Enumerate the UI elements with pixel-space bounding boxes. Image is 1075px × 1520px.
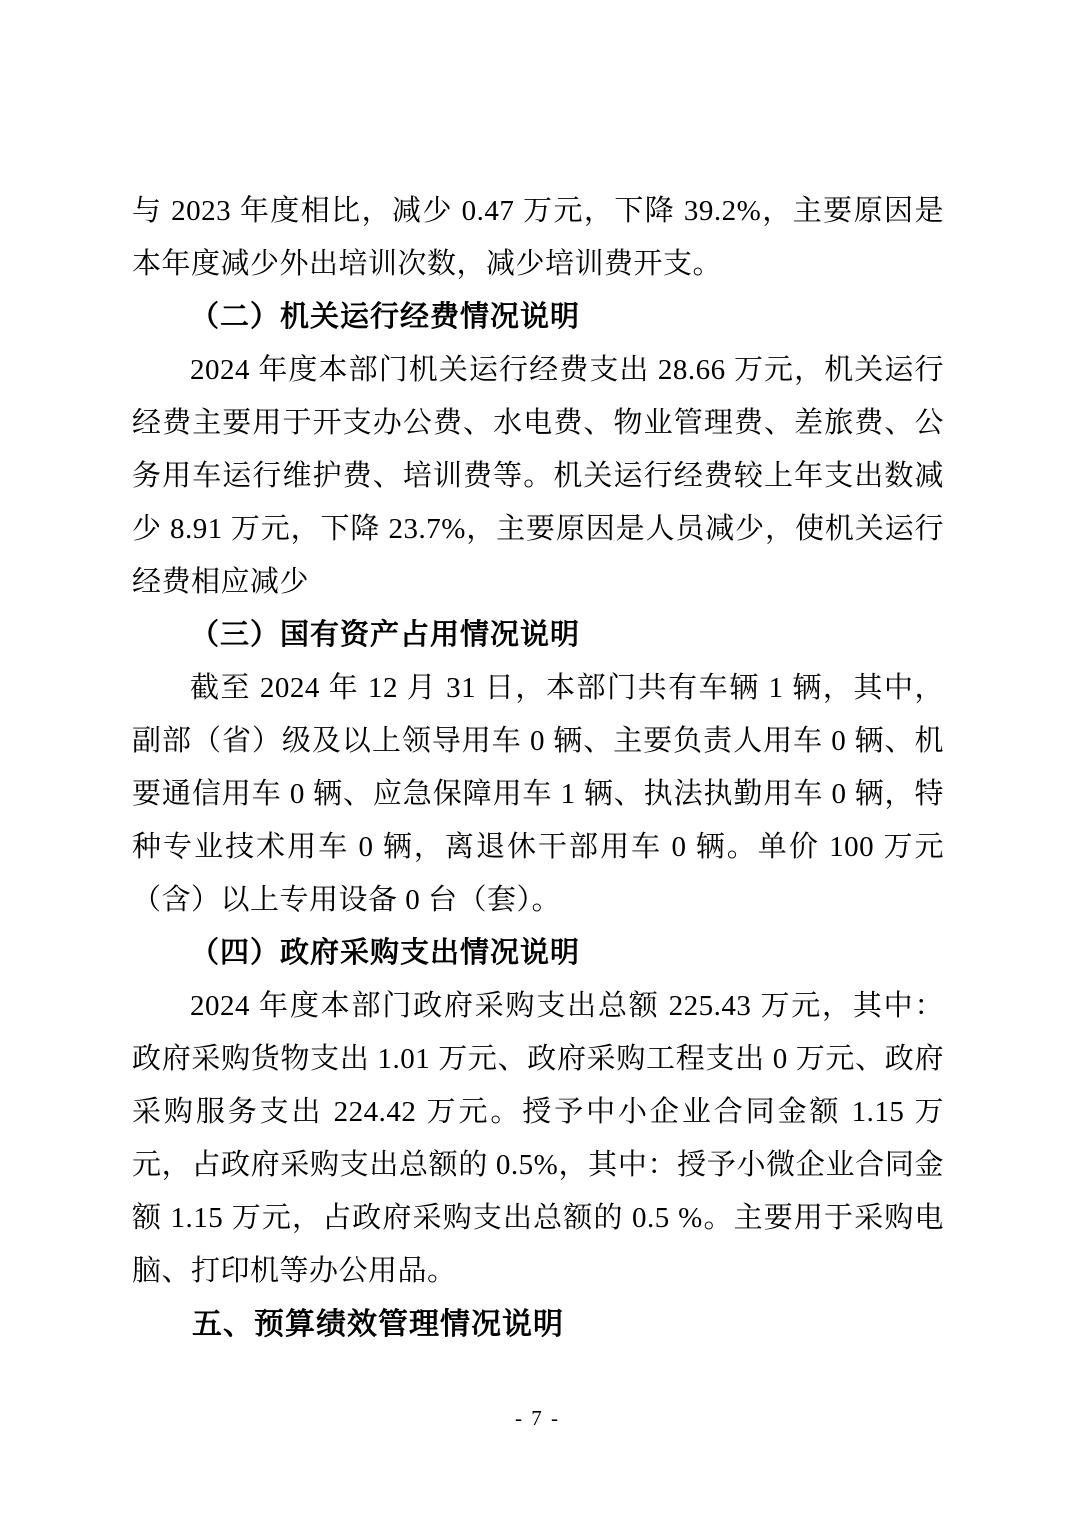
paragraph-training-fee-comparison: 与 2023 年度相比，减少 0.47 万元，下降 39.2%，主要原因是本年度减少外出培训次数，减少培训费开支。 [132, 195, 944, 280]
paragraph-government-procurement-detail: 2024 年度本部门政府采购支出总额 225.43 万元，其中：政府采购货物支出 1.01 万元、政府采购工程支出 0 万元、政府采购服务支出 224.42 万元。授予中小企业合同金额 1.15 万元，占政府采购支出总额的 0.5%，其中：授予小微企业合同金额 1.15 万元，占政府采购支出总额的 0.5 %。主要用于采购电脑、打印机等办公用品。 [132, 990, 944, 1287]
paragraph-operating-expenses-detail: 2024 年度本部门机关运行经费支出 28.66 万元，机关运行经费主要用于开支办公费、水电费、物业管理费、差旅费、公务用车运行维护费、培训费等。机关运行经费较上年支出数减少 8.91 万元，下降 23.7%，主要原因是人员减少，使机关运行经费相应减少 [132, 354, 944, 598]
heading-section-3-state-assets: （三）国有资产占用情况说明 [190, 619, 581, 651]
document-body [132, 185, 944, 1351]
heading-section-2-operating-expenses: （二）机关运行经费情况说明 [190, 301, 581, 333]
page-number: - 7 - [515, 1406, 560, 1430]
paragraph-state-assets-detail: 截至 2024 年 12 月 31 日，本部门共有车辆 1 辆，其中，副部（省）级及以上领导用车 0 辆、主要负责人用车 0 辆、机要通信用车 0 辆、应急保障用车 1 辆、执法执勤用车 0 辆，特种专业技术用车 0 辆，离退休干部用车 0 辆。单价 100 万元（含）以上专用设备 0 台（套）。 [132, 672, 944, 916]
heading-chapter-5-budget-performance: 五、预算绩效管理情况说明 [192, 1308, 564, 1341]
heading-section-4-government-procurement: （四）政府采购支出情况说明 [190, 937, 581, 969]
